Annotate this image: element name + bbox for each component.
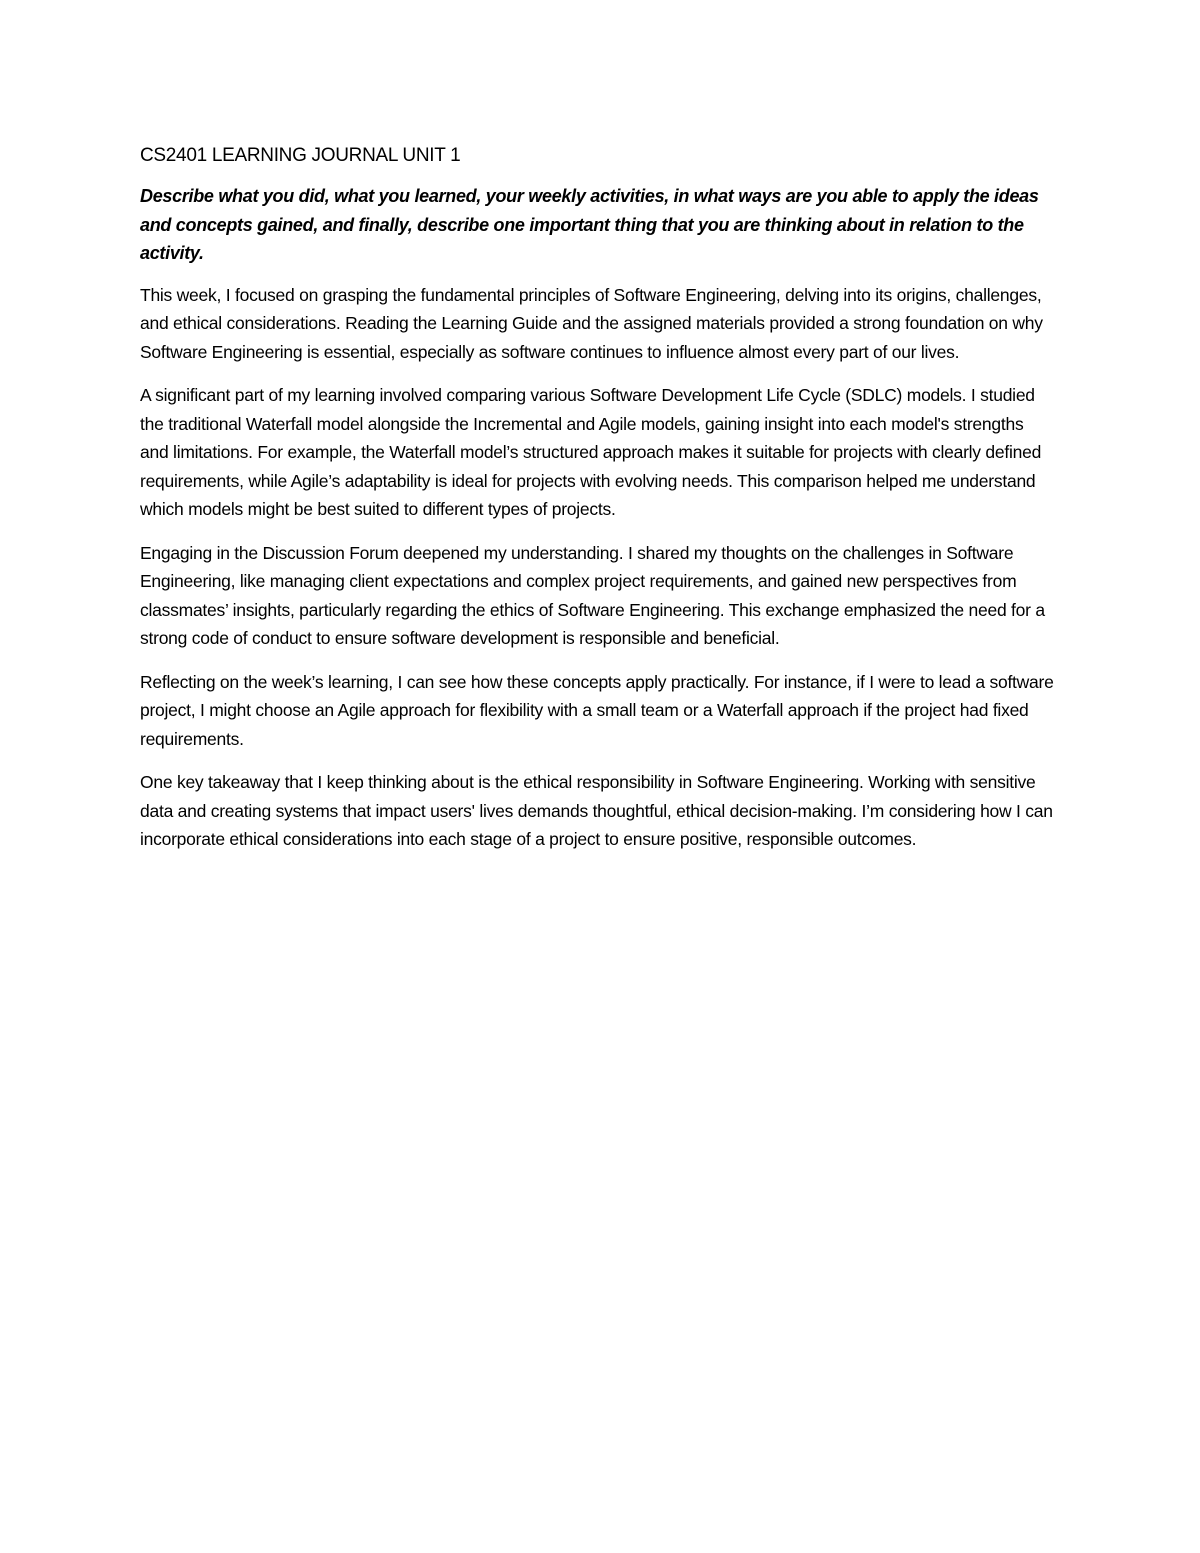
paragraph-key-takeaway: One key takeaway that I keep thinking about is the ethical responsibility in Software Engineering. Working with sensitive data and creating systems that impact users' lives demands thoughtful, ethical decision-making. I’m considering how I can incorporate ethical considerations into each stage of a project to ensure positive, responsible outcomes. — [140, 772, 1053, 849]
paragraph-sdlc-models: A significant part of my learning involved comparing various Software Development Life Cycle (SDLC) models. I studied the traditional Waterfall model alongside the Incremental and Agile models, gaining insight into each model's strengths and limitations. For example, the Waterfall model’s structured approach makes it suitable for projects with clearly defined requirements, while Agile’s adaptability is ideal for projects with evolving needs. This comparison helped me understand which models might be best suited to different types of projects. — [140, 385, 1042, 519]
paragraph-discussion-forum: Engaging in the Discussion Forum deepened my understanding. I shared my thoughts on the challenges in Software Engineering, like managing client expectations and complex project requirements, and gained new perspectives from classmates’ insights, particularly regarding the ethics of Software Engineering. This exchange emphasized the need for a strong code of conduct to ensure software development is responsible and beneficial. — [140, 542, 1045, 648]
paragraph-practical-application: Reflecting on the week’s learning, I can see how these concepts apply practically. For instance, if I were to lead a software project, I might choose an Agile approach for flexibility with a small team or a Waterfall approach if the project had fixed requirements. — [140, 671, 1054, 749]
document-body — [140, 140, 1055, 869]
document-title: CS2401 LEARNING JOURNAL UNIT 1 — [140, 145, 461, 166]
journal-prompt: Describe what you did, what you learned, your weekly activities, in what ways are you able to apply the ideas and concepts gained, and finally, describe one important thing that you are thinking about in relation to the activity. — [140, 186, 1039, 263]
paragraph-weekly-focus: This week, I focused on grasping the fundamental principles of Software Engineering, delving into its origins, challenges, and ethical considerations. Reading the Learning Guide and the assigned materials provided a strong foundation on why Software Engineering is essential, especially as software continues to influence almost every part of our lives. — [140, 284, 1043, 362]
